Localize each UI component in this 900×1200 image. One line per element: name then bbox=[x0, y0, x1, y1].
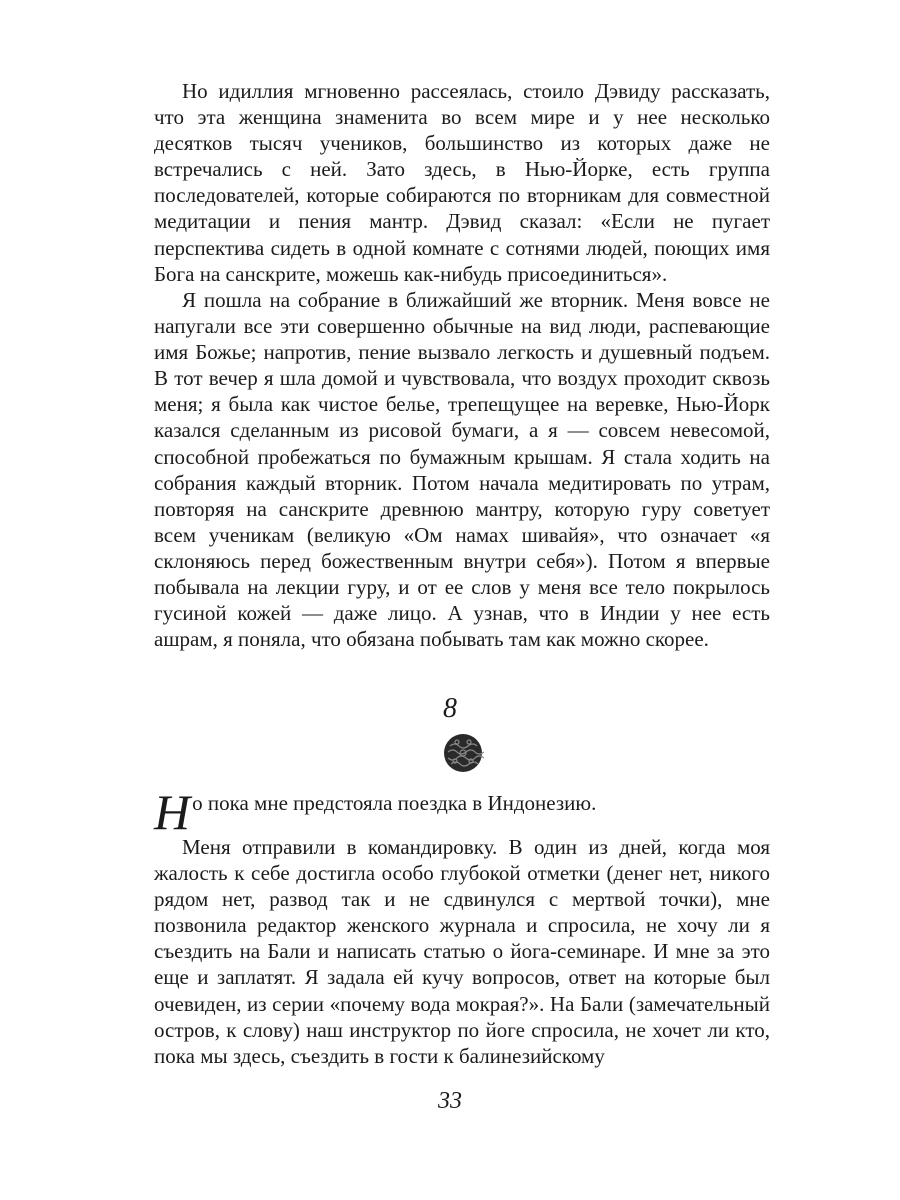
chapter-opening-text: о пока мне предстояла поездка в Индонезию. bbox=[192, 791, 597, 815]
paragraph-1: Но идиллия мгновенно рассеялась, стоило Дэвиду рассказать, что эта женщина знаменита во всем мире и у нее несколько десятков тысяч учеников, большинство из которых даже не встречались с ней. Зато здесь, в Нью-Йорке, есть группа последователей, которые собираются по вторникам для совместной медитации и пения мантр. Дэвид сказал: «Если не пугает перспектива сидеть в одной комнате с сотнями людей, поющих имя Бога на санскрите, можешь как-нибудь присоединиться». bbox=[154, 79, 770, 286]
drop-cap: Н bbox=[154, 784, 191, 840]
chapter-opening-line bbox=[154, 784, 770, 840]
paragraph-2: Я пошла на собрание в ближайший же вторник. Меня вовсе не напугали все эти совершенно обычные на вид люди, распевающие имя Божье; напротив, пение вызвало легкость и душевный подъем. В тот вечер я шла домой и чувствовала, что воздух проходит сквозь меня; я была как чистое белье, трепещущее на веревке, Нью-Йорк казался сделанным из рисовой бумаги, а я — совсем невесомой, способной пробежаться по бумажным крышам. Я стала ходить на собрания каждый вторник. Потом начала медитировать по утрам, повторяя на санскрите древнюю мантру, которую гуру советует всем ученикам (великую «Ом намах шивайя», что означает «я склоняюсь перед божественным внутри себя»). Потом я впервые побывала на лекции гуру, и от ее слов у меня все тело покрылось гусиной кожей — даже лицо. А узнав, что в Индии у нее есть ашрам, я поняла, что обязана побывать там как можно скорее. bbox=[154, 288, 770, 652]
paragraph-4: Меня отправили в командировку. В один из дней, когда моя жалость к себе достигла особо глубокой отметки (денег нет, никого рядом нет, развод так и не сдвинулся с мертвой точки), мне позвонила редактор женского журнала и спросила, не хочу ли я съездить на Бали и написать статью о йога-семинаре. И мне за это еще и заплатят. Я задала ей кучу вопросов, ответ на которые был очевиден, из серии «почему вода мокрая?». На Бали (замечательный остров, к слову) наш инструктор по йоге спросила, не хочет ли кто, пока мы здесь, съездить в гости к балинезийскому bbox=[154, 835, 770, 1068]
page-number: 33 bbox=[438, 1088, 462, 1114]
chapter-number: 8 bbox=[443, 693, 457, 724]
chapter-ornament-icon bbox=[442, 732, 484, 774]
